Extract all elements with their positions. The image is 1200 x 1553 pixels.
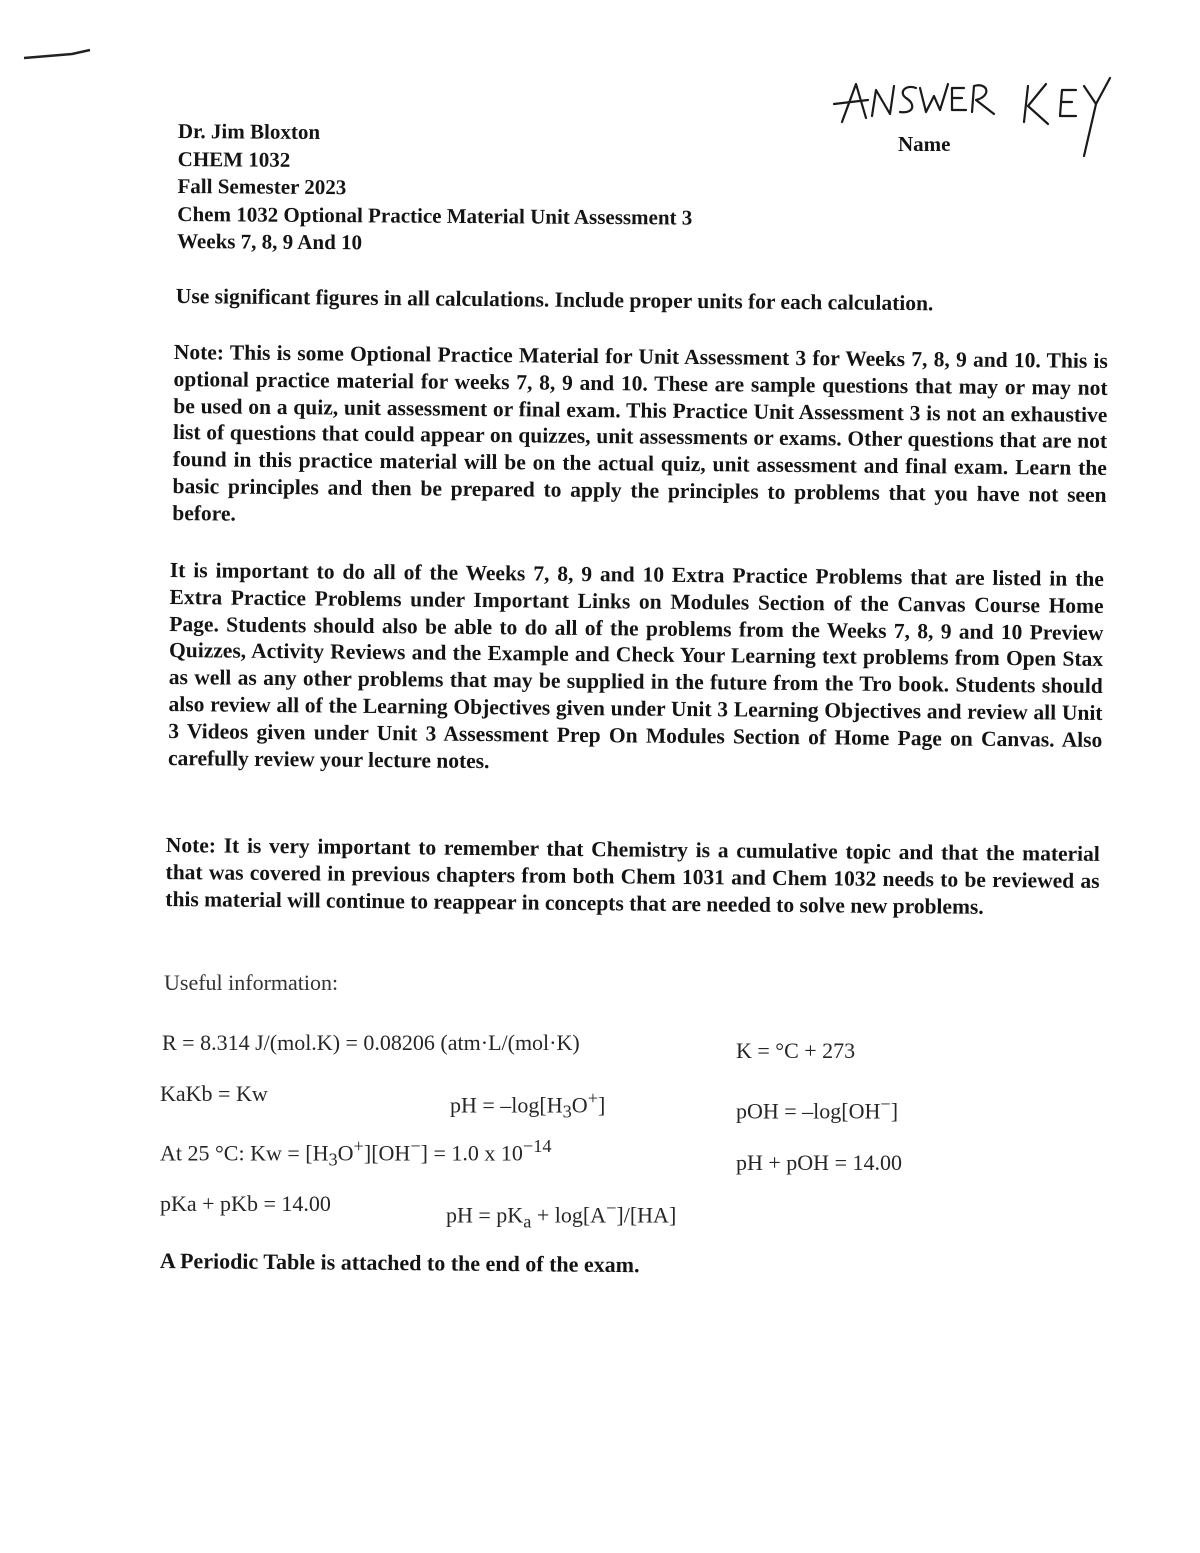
- course-code: CHEM 1032: [177, 146, 291, 172]
- scan-mark: [22, 24, 92, 64]
- ph-formula: pH = $-\log[H_3O^+]$: [450, 1088, 606, 1122]
- instructor-name: Dr. Jim Bloxton: [177, 118, 321, 144]
- semester: Fall Semester 2023: [177, 173, 347, 200]
- cumulative-topic-note: Note: It is very important to remember that Chemistry is a cumulative topic and that the material that was covered in previous chapters from both Chem 1031 and Chem 1032 needs to be reviewed as this material will continue to reappear in concepts that are needed to solve new problems.: [165, 832, 1100, 919]
- answer-key-handwriting: [828, 70, 1128, 170]
- sig-figs-instruction: Use significant figures in all calculations. Include proper units for each calculation.: [175, 283, 934, 316]
- henderson-hasselbalch-formula: pH = $pK_a + \log[A^-]/[HA]$: [446, 1198, 677, 1232]
- important-instructions: It is important to do all of the Weeks 7, 8, 9 and 10 Extra Practice Problems that are listed in the Extra Practice Problems under Important Links on Modules Section of the Canvas Course Home Page. Students should also be able to do all of the problems from the Weeks 7, 8, 9 and 10 Preview Quizzes, Activity Reviews and the Example and Check Your Learning text problems from Open Stax as well as any other problems that may be supplied in the future from the Tro book. Students should also review all of the Learning Objectives given under Unit 3 Learning Objectives and review all Unit 3 Videos given under Unit 3 Assessment Prep On Modules Section of Home Page on Canvas. Also carefully review your lecture notes.: [167, 557, 1104, 773]
- kw-formula: At 25 °C: $Kw = [H_3O^+][OH^-] = 1.0$ x $10^{-14}$: [160, 1136, 552, 1170]
- kakb-formula: KaKb = Kw: [160, 1081, 268, 1106]
- periodic-table-note: A Periodic Table is attached to the end of the exam.: [159, 1248, 640, 1278]
- optional-practice-note: Note: This is some Optional Practice Material for Unit Assessment 3 for Weeks 7, 8, 9 and 10. This is optional practice material for weeks 7, 8, 9 and 10. These are sample questions that may or may not be used on a quiz, unit assessment or final exam. This Practice Unit Assessment 3 is not an exhaustive list of questions that could appear on quizzes, unit assessments or exams. Other questions that are not found in this practice material will be on the actual quiz, unit assessment and final exam. Learn the basic principles and then be prepared to apply the principles to problems that you have not seen before.: [172, 339, 1108, 526]
- pka-pkb-formula: pKa + pKb = 14.00: [160, 1191, 331, 1216]
- useful-info-title: Useful information:: [164, 970, 339, 995]
- name-label: Name: [898, 132, 951, 156]
- weeks-covered: Weeks 7, 8, 9 And 10: [177, 228, 363, 255]
- document-header: [177, 118, 693, 259]
- kelvin-formula: K = °C + 273: [736, 1038, 856, 1063]
- gas-constant-formula: R = 8.314 J/(mol.K) = 0.08206 (atm·L/(mol·K): [162, 1030, 580, 1055]
- poh-formula: pOH = –log[OH−]: [736, 1094, 899, 1124]
- ph-poh-formula: pH + pOH = 14.00: [736, 1150, 902, 1175]
- document-title: Chem 1032 Optional Practice Material Unit Assessment 3: [177, 201, 693, 230]
